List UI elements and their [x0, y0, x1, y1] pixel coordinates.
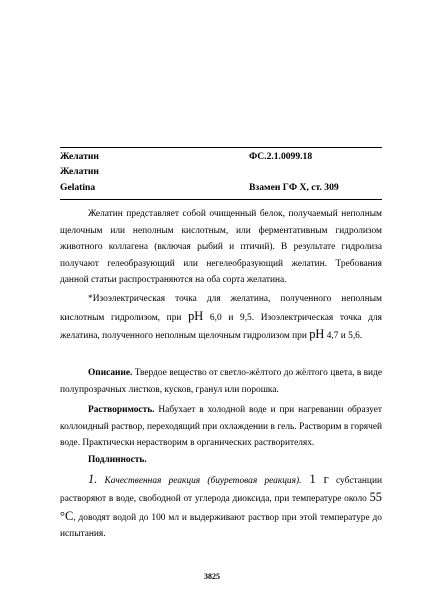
authenticity-test-1: 1. Качественная реакция (биуретовая реакция). 1 г субстанции растворяют в воде, свободной от углерода диоксида, при температуре около 55 °С, доводят водой до 100 мл и выдерживают раствор при этой температуре до испытания.	[60, 471, 382, 540]
solubility-paragraph: Растворимость. Набухает в холодной воде и при нагревании образует коллоидный раствор, переходящий при охлаждении в гель. Растворим в горячей воде. Практически нерастворим в органических растворителях.	[60, 405, 382, 449]
header-top-rule	[60, 147, 382, 148]
intro-section	[60, 206, 382, 345]
authenticity-heading: Подлинность.	[88, 454, 147, 465]
solubility-label: Растворимость.	[88, 405, 155, 416]
description-label: Описание.	[88, 368, 133, 378]
intro-paragraph: Желатин представляет собой очищенный белок, получаемый неполным щелочным или неполным кислотным, или ферментативным гидролизом животного коллагена (включая рыбий и птичий). В результате гидролиза получают гелеобразующий или негелеобразующий желатин. Требования данной статьи распространяются на оба сорта желатина.	[60, 209, 382, 286]
page-number: 3825	[204, 572, 220, 581]
header-row-2	[60, 166, 382, 178]
test-number: 1.	[88, 471, 98, 486]
isoelectric-paragraph: *Изоэлектрическая точка для желатина, полученного неполным кислотным гидролизом, при pH 6,0 и 9,5. Изоэлектрическая точка для желатина, полученного неполным щелочным гидролизом при pH 4,7 и 5,6.	[60, 293, 382, 342]
monograph-title-latin: Gelatina	[60, 182, 96, 193]
description-section	[60, 365, 382, 543]
header-row-3	[60, 182, 382, 194]
header-bottom-rule	[60, 199, 382, 200]
monograph-title-ru: Желатин	[60, 151, 99, 162]
monograph-title-ru-2: Желатин	[60, 166, 99, 177]
replaces-note: Взамен ГФ X, ст. 309	[249, 182, 339, 193]
header-row-1	[60, 151, 382, 163]
monograph-code: ФС.2.1.0099.18	[249, 151, 313, 162]
description-paragraph: Описание. Твердое вещество от светло-жёлтого до жёлтого цвета, в виде полупрозрачных листков, кусков, гранул или порошка.	[60, 368, 382, 395]
reaction-name: Качественная реакция (биуретовая реакция).	[97, 475, 302, 486]
